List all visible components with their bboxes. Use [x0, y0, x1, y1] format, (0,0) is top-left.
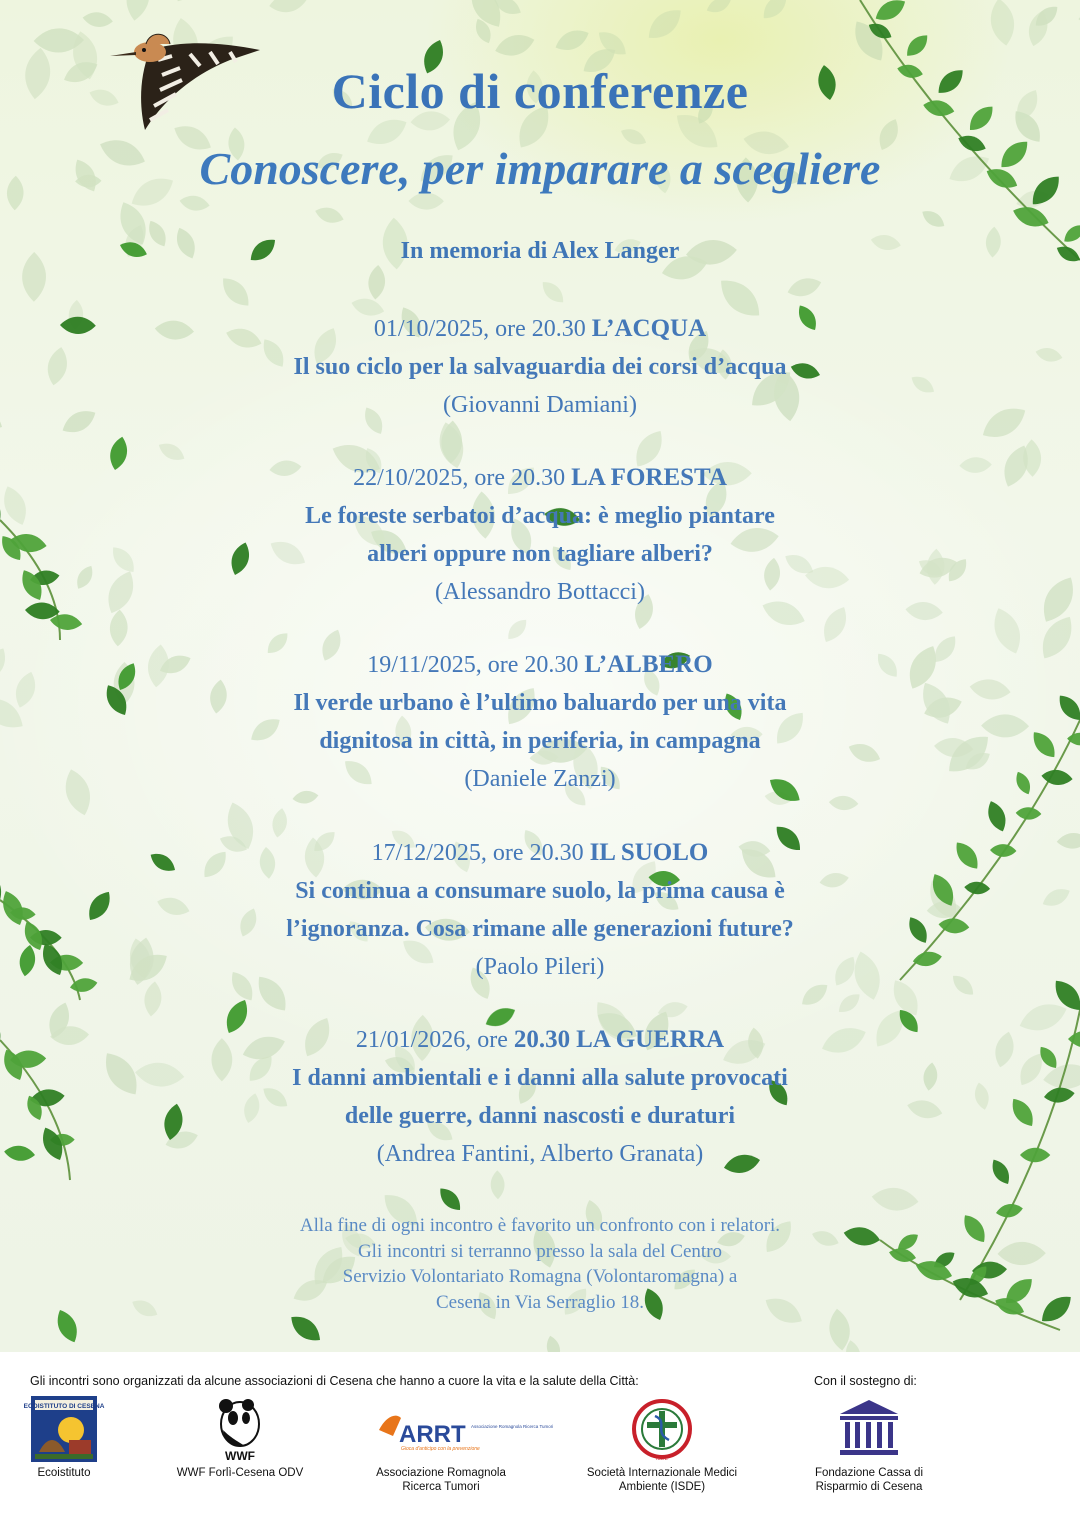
event-description: Le foreste serbatoi d’acqua: è meglio piantare [305, 503, 775, 529]
ecoistituto-logo-icon [23, 1396, 105, 1462]
background-leaf-icon [367, 264, 386, 300]
background-leaf-icon [268, 0, 308, 15]
logo-caption: Società Internazionale Medici [586, 1467, 738, 1479]
event-time-bold: 20.30 [513, 1026, 571, 1053]
event-description: dignitosa in città, in periferia, in campagna [319, 728, 761, 754]
note-line: Cesena in Via Serraglio 18. [436, 1291, 644, 1313]
branch-leaf-icon [984, 798, 1010, 834]
arrt-logo-sub: Associazione Romagnola Ricerca Tumori [471, 1424, 554, 1429]
event-topic: IL SUOLO [589, 839, 709, 866]
event-guerra [0, 1021, 1080, 1173]
logo-caption: Ricerca Tumori [402, 1481, 480, 1493]
event-description: Il verde urbano è l’ultimo baluardo per una vita [293, 690, 787, 716]
event-description: I danni ambientali e i danni alla salute provocati [292, 1065, 788, 1091]
note-line: Alla fine di ogni incontro è favorito un confronto con i relatori. [299, 1215, 781, 1236]
branch-leaf-icon [1015, 807, 1041, 820]
background-leaf-icon [642, 3, 687, 45]
background-leaf-icon [109, 609, 129, 647]
branch-leaf-icon [902, 31, 932, 61]
background-leaf-icon [313, 204, 346, 226]
background-leaf-icon [169, 0, 208, 6]
event-speaker: (Giovanni Damiani) [443, 392, 637, 418]
note-line: Servizio Volontariato Romagna (Volontaromagna) a [342, 1266, 738, 1287]
event-topic: LA GUERRA [576, 1026, 725, 1053]
falling-leaf-icon [286, 1310, 326, 1347]
background-leaf-icon [217, 272, 255, 311]
isde-logo-icon [629, 1396, 695, 1462]
background-leaf-icon [704, 0, 733, 16]
logo-caption: Ambiente (ISDE) [618, 1481, 706, 1493]
event-acqua [0, 310, 1080, 424]
event-speaker: (Alessandro Bottacci) [435, 579, 645, 605]
event-description: alberi oppure non tagliare alberi? [367, 541, 713, 567]
footer [0, 1352, 1080, 1513]
event-date: 17/12/2025, ore 20.30 [371, 840, 584, 866]
event-speaker: (Andrea Fantini, Alberto Granata) [376, 1141, 704, 1167]
logo-arrt [366, 1396, 554, 1494]
event-topic: L’ALBERO [584, 651, 713, 678]
event-foresta [0, 459, 1080, 611]
background-leaf-icon [123, 0, 152, 22]
background-leaf-icon [847, 16, 890, 67]
background-leaf-icon [835, 990, 864, 1017]
background-leaf-icon [919, 207, 948, 232]
logo-fondazione [806, 1396, 932, 1494]
event-description: delle guerre, danni nascosti e duraturi [344, 1103, 736, 1129]
event-topic: LA FORESTA [571, 464, 727, 491]
memoria-line: In memoria di Alex Langer [400, 238, 680, 264]
ecoistituto-logo-text: ECOISTITUTO DI CESENA [23, 1403, 105, 1410]
event-date: 19/11/2025, ore 20.30 [367, 652, 579, 678]
event-date: 21/01/2026, ore [355, 1027, 508, 1053]
background-leaf-icon [785, 274, 823, 300]
logo-wwf [160, 1396, 320, 1480]
background-leaf-icon [178, 194, 210, 213]
wwf-logo-text: WWF [225, 1449, 255, 1463]
event-speaker: (Daniele Zanzi) [464, 766, 616, 792]
event-date: 01/10/2025, ore 20.30 [373, 316, 586, 342]
background-leaf-icon [538, 277, 568, 307]
logo-caption: Fondazione Cassa di [814, 1467, 924, 1479]
arrt-logo-text: ARRT [399, 1421, 466, 1448]
logo-caption: WWF Forlì-Cesena ODV [176, 1467, 304, 1479]
logo-caption: Associazione Romagnola [376, 1467, 506, 1479]
temple-logo-icon [836, 1396, 902, 1462]
background-leaf-icon [408, 193, 443, 210]
poster-subtitle: Conoscere, per imparare a scegliere [199, 143, 881, 194]
background-leaf-icon [758, 0, 792, 24]
event-description: l’ignoranza. Cosa rimane alle generazioni future? [286, 916, 794, 942]
arrt-logo-icon [371, 1396, 554, 1462]
logo-isde [578, 1396, 746, 1494]
event-suolo [0, 834, 1080, 986]
event-description: Il suo ciclo per la salvaguardia dei corsi d’acqua [293, 354, 787, 380]
panda-logo-icon [215, 1396, 265, 1462]
note-line: Gli incontri si terranno presso la sala del Centro [357, 1240, 723, 1262]
logo-caption: Risparmio di Cesena [815, 1481, 923, 1493]
background-leaf-icon [504, 616, 531, 644]
event-albero [0, 646, 1080, 798]
venue-notes [0, 1213, 1080, 1315]
organizers-intro: Gli incontri sono organizzati da alcune associazioni di Cesena che hanno a cuore la vita e la salute della Città: [30, 1374, 639, 1388]
background-leaf-icon [987, 0, 1017, 47]
sponsor-intro: Con il sostegno di: [814, 1374, 917, 1388]
background-leaf-icon [493, 30, 537, 60]
branch-leaf-icon [872, 0, 910, 26]
background-leaf-icon [490, 1170, 504, 1199]
isde-logo-sub: ISDE [656, 1456, 668, 1462]
background-leaf-icon [82, 10, 114, 28]
falling-leaf-icon [435, 1184, 465, 1215]
logo-ecoistituto [22, 1396, 106, 1480]
logo-caption: Ecoistituto [37, 1467, 91, 1479]
event-description: Si continua a consumare suolo, la prima causa è [295, 878, 785, 904]
arrt-logo-tag: Gioca d'anticipo con la prevenzione [401, 1446, 480, 1452]
background-leaf-icon [871, 1185, 920, 1213]
background-leaf-icon [552, 25, 592, 55]
event-speaker: (Paolo Pileri) [475, 954, 605, 980]
event-topic: L’ACQUA [591, 315, 707, 342]
background-leaf-icon [143, 981, 164, 1018]
poster-title: Ciclo di conferenze [331, 63, 749, 119]
event-date: 22/10/2025, ore 20.30 [353, 465, 566, 491]
